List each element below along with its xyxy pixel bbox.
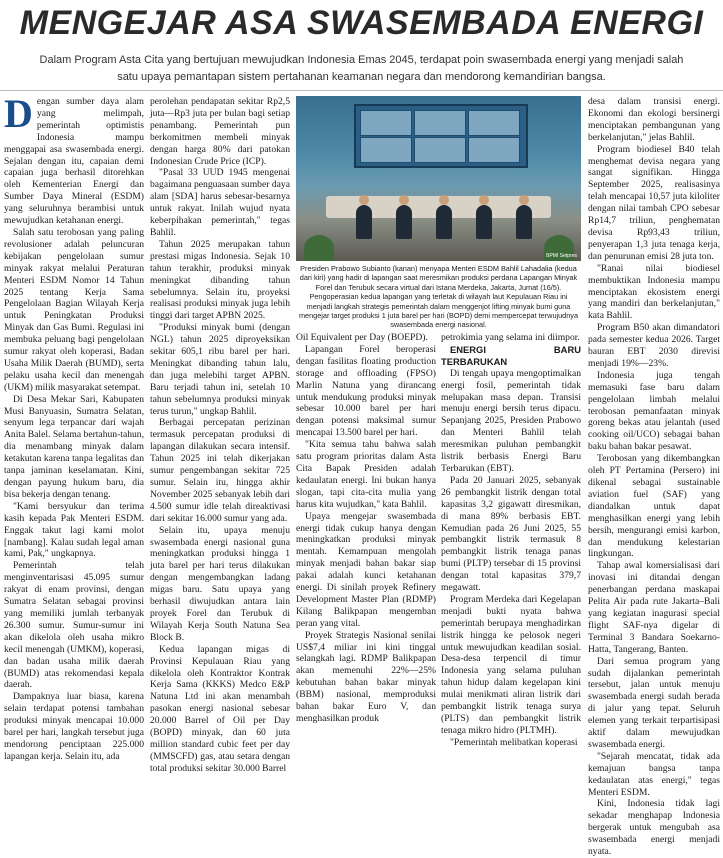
person-figure [476,205,492,239]
paragraph: Kedua lapangan migas di Provinsi Kepulauan Riau yang dikelola oleh Kontraktor Kontrak Kerja Sama (KKKS) Medco E&P Natuna Ltd ini akan menambah pasokan energi nasional sebesar 20.000 Barrel of Oil per Day (BOPD) minyak, dan 60 juta million standard cubic feet per day (MMSCFD) gas, atau setara dengan total produksi sekitar 30.000 Barrel [150,643,290,774]
paragraph: Terobosan yang dikembangkan oleh PT Pertamina (Persero) ini dikenal sebagai sustainable aviation fuel (SAF) yang diandalkan untuk dapat menghasilkan energi yang lebih bersih, mengurangi emisi karbon, dan mendukung kelestarian lingkungan. [588,453,720,560]
screen-tile [414,137,466,163]
paragraph: Tahap awal komersialisasi dari inovasi ini ditandai dengan penerbangan perdana maskapai Pelita Air pada rute Jakarta–Bali yang kegiatan inagurasi special flight SAF-nya digelar di Terminal 3 Bandara Soekarno-Hatta, Tangerang, Banten. [588,560,720,655]
paragraph: Pada 20 Januari 2025, sebanyak 26 pembangkit listrik dengan total kapasitas 3,2 gigawatt diresmikan, di mana 89% berbasis EBT. Kemudian pada 26 Juni 2025, 55 pembangkit listrik termasuk 8 pembangkit listrik tenaga panas bumi (PLTP) tersebar di 15 provinsi dengan total kapasitas 379,7 megawatt. [441,474,581,594]
paragraph: Di tengah upaya mengoptimalkan energi fosil, pemerintah tidak melupakan masa depan. Transisi menuju energi bersih terus dipacu. Sepanjang 2025, Presiden Prabowo dan Menteri Bahlil telah meresmikan puluhan pembangkit listrik berbasis Energi Baru Terbarukan (EBT). [441,367,581,474]
person-figure [516,205,532,239]
paragraph: "Pasal 33 UUD 1945 mengenai bagaimana penguasaan sumber daya alam [SDA] harus sebesar-besarnya untuk rakyat. Inilah wujud nyata keberpihakan pemerintah," tegas Bahlil. [150,167,290,238]
paragraph: Proyek Strategis Nasional senilai US$7,4 miliar ini kini tinggal selangkah lagi. RDMP Balikpapan akan memenuhi 22%—25% kebutuhan bahan bakar minyak (BBM) nasional, memproduksi bahan bakar Euro V, dan menghasilkan produk [296,629,436,724]
paragraph: Dari semua program yang sudah dijalankan pemerintah tersebut, jalan untuk menuju swasembada energi sudah berada di jalur yang tepat. Seluruh elemen yang terkait terpartisipasi aktif dalam mewujudkan swasembada energi. [588,655,720,750]
paragraph: "Pemerintah melibatkan koperasi [450,736,578,748]
plant [304,235,334,261]
paragraph [4,91,144,227]
lead-paragraph: Dalam Program Asta Cita yang bertujuan mewujudkan Indonesia Emas 2045, terdapat poin swasembada energi yang menjadi salah satu upaya pemantapan sistem pertahanan keamanan negara dan mendorong kemandirian bangsa. [39,54,684,83]
paragraph: Program biodiesel B40 telah menghemat devisa negara yang sangat signifikan. Hingga September 2025, realisasinya telah mencapai 10,57 juta kiloliter dengan nilai tambah CPO sebesar Rp14,7 triliun, penghematan devisa Rp93,43 triliun, penyerapan 1,3 juta tenaga kerja, dan penurunan emisi 28 juta ton. [588,143,720,262]
section-subheading: ENERGI BARU TERBARUKAN [441,343,581,367]
video-wall [354,104,528,168]
paragraph: "Kita semua tahu bahwa salah satu program prioritas dalam Asta Cita Bapak Presiden adalah kedaulatan energi. Ini bukan hanya slogan, tapi cita-cita mulia yang harus kita wujudkan," kata Bahlil. [296,439,436,510]
paragraph: Kini, Indonesia tidak lagi sekadar menghapap Indonesia bergerak untuk mengubah asa swasembada energi menjadi nyata. [588,798,720,858]
column-3 [296,332,436,724]
column-5 [588,96,720,858]
person-figure [396,205,412,239]
paragraph: Selain itu, upaya menuju swasembada energi nasional guna meningkatkan produksi hingga 1 juta barel per hari terus dilakukan dengan mengembangkan ladang migas baru. Satu upaya yang berhasil diwujudkan antara lain proyek Forel dan Terubuk di Wilayah Kerja South Natuna Sea Block B. [150,524,290,643]
paragraph: "Sejarah mencatat, tidak ada kemajuan bangsa tanpa kedaulatan atas energi," tegas Menteri ESDM. [588,750,720,798]
screen-tile [360,137,412,163]
headline: MENGEJAR ASA SWASEMBADA ENERGI [19,4,704,42]
paragraph: desa dalam transisi energi. Ekonomi dan ekologi bersinergi menciptakan pembangunan yang berkelanjutan," jelas Bahlil. [588,96,720,143]
paragraph: Di Desa Mekar Sari, Kabupaten Musi Banyuasin, Sumatra Selatan, senyum lega terpancar dari wajah Anita Balel. Selama bertahun-tahun, dia menambang minyak dalam ketakutan karena tanpa legalitas dan tanpa jaminan keselamatan. Kini, dengan payung hukum baru, dia bisa bekerja dengan tenang. [4,393,144,500]
paragraph: Upaya mengejar swasembada energi tidak cukup hanya dengan meningkatkan produksi minyak mentah. Kemampuan mengolah minyak menjadi bahan bakar siap pakai adalah kunci ketahanan energi. Di sinilah proyek Refinery Development Master Plan (RDMP) Kilang Balikpapan mengemban peran yang vital. [296,510,436,629]
person-figure [356,205,372,239]
drop-cap: D [4,91,33,136]
screen-tile [360,110,412,136]
news-photo [296,96,581,261]
screen-tile [414,110,466,136]
person-figure [436,205,452,239]
photo-credit: BPMI Setpres [546,253,577,259]
paragraph: Program Merdeka dari Kegelapan menjadi bukti nyata bahwa pemerintah berupaya menghadirkan listrik hingga ke pelosok negeri untuk mewujudkan keadilan sosial. Desa-desa terpencil di timur Indonesia yang selama puluhan tahun hidup dalam kegelapan kini mulai menikmati aliran listrik dari pembangkit listrik tenaga surya (PLTS) dan pembangkit listrik tenaga mikro hidro (PLTMH). [441,593,581,736]
paragraph: "Produksi minyak bumi (dengan NGL) tahun 2025 diproyeksikan sekitar 605,1 ribu barel per hari. Meningkat dibanding tahun lalu, dan juga melebihi target APBN. Baru terjadi tahun ini, setelah 10 tahun sebelumnya produksi minyak terus turun," ungkap Bahlil. [150,322,290,417]
paragraph: Oil Equivalent per Day (BOEPD). [296,332,428,343]
article-body [4,91,720,858]
column-1 [4,91,144,762]
screen-tile [468,137,520,163]
paragraph: petrokimia yang selama ini diimpor. [441,332,580,343]
paragraph: Lapangan Forel beroperasi dengan fasilitas floating production storage and offloading (FPSO) Marlin Natuna yang dirancang untuk mendukung produksi minyak sebesar 10.000 barel per hari dengan potensi maksimal sumur mencapai 13.500 barel per hari. [296,343,436,439]
paragraph: Pemerintah telah menginventarisasi 45.095 sumur rakyat di enam provinsi, dengan Sumatra Selatan sebagai provinsi yang memiliki jumlah terbanyak 26.300 sumur. Sumur-sumur ini akan dikelola oleh usaha mikro kecil menengah (UMKM), koperasi, dan badan usaha milik daerah (BUMD) atas rekomendasi kepala daerah. [4,560,144,691]
column-2 [150,96,290,774]
screen-tile [468,110,520,136]
paragraph: Salah satu terobosan yang paling revolusioner adalah peluncuran kebijakan pengelolaan sumur minyak rakyat melalui Peraturan Menteri ESDM Nomor 14 Tahun 2025 tentang Kerja Sama Pengelolaan Bagian Wilayah Kerja untuk Peningkatan Produksi Minyak dan Gas Bumi. Regulasi ini membuka peluang bagi pengelolaan sumur rakyat oleh koperasi, Badan Usaha Milik Daerah (BUMD), serta pelaku usaha kecil dan menengah (UKM) milik masyarakat setempat. [4,226,144,393]
paragraph: Dampaknya luar biasa, karena selain terdapat potensi tambahan produksi minyak mencapai 10.000 barel per hari, langkah tersebut juga mendorong penciptaan 225.000 lapangan kerja. Selain itu, ada [4,691,144,762]
paragraph: "Kami bersyukur dan terima kasih kepada Pak Menteri ESDM. Enggak takut lagi kami molot [nambang]. Kalau sudah legal aman kami, Pak," ungkapnya. [4,500,144,560]
paragraph: Berbagai percepatan perizinan termasuk percepatan produksi di lapangan dilakukan secara intensif. Tahun 2025 ini telah dikerjakan sumur pengembangan sekitar 725 sumur. Selain itu, hingga akhir November 2025 sebanyak lebih dari 4.500 sumur idle telah direaktivasi dari sekitar 16.000 sumur yang ada. [150,417,290,524]
divider [0,90,723,91]
column-4 [441,332,581,748]
paragraph: Indonesia juga tengah memasuki fase baru dalam pengelolaan limbah melalui terobosan pemanfaatan minyak goreng bekas atau jelantah (used cooking oil/UCO) sebagai bahan baku bahan bakar pesawat. [588,369,720,453]
paragraph: perolehan pendapatan sekitar Rp2,5 juta—Rp3 juta per bulan bagi setiap penambang. Pemerintah pun berkomitmen membeli minyak dengan harga 80% dari patokan Indonesian Crude Price (ICP). [150,96,290,167]
paragraph: Program B50 akan dimandatori pada semester kedua 2026. Target bauran EBT 2030 direvisi menjadi 19%—23%. [588,322,720,369]
paragraph-text: engan sumber daya alam yang melimpah, pemerintah optimistis Indonesia mampu menggapai asa swasembada energi. Sejalan dengan itu, capaian demi capaian juga berhasil ditorehkan oleh Kementerian Energi dan Sumber Daya Mineral (ESDM) yang seluruhnya berambisi untuk mewujudkan ketahanan energi. [4,96,144,227]
photo-caption: Presiden Prabowo Subianto (kanan) menyapa Menteri ESDM Bahlil Lahadalia (kedua dari kiri) yang hadir di lapangan saat meresmikan produksi perdana Lapangan Minyak Forel dan Terubuk secara virtual dari Istana Merdeka, Jakarta, Jumat (16/5). Pengoperasian kedua lapangan yang terletak di wilayah laut Kepulauan Riau ini menjadi langkah strategis pemerintah dalam menggenjot lifting minyak bumi guna mengejar target produksi 1 juta barel per hari (BOPD) demi mempercepat terwujudnya swasembada energi nasional. [298,264,579,330]
paragraph: Tahun 2025 merupakan tahun prestasi migas Indonesia. Sejak 10 tahun terakhir, produksi minyak meningkat dibanding tahun sebelumnya. Selain itu, proyeksi realisasi produksi minyak juga lebih tinggi dari target APBN 2025. [150,238,290,322]
paragraph: "Ranai nilai biodiesel membuktikan Indonesia mampu menciptakan ekosistem energi yang mandiri dan berkelanjutan," kata Bahlil. [588,262,720,322]
